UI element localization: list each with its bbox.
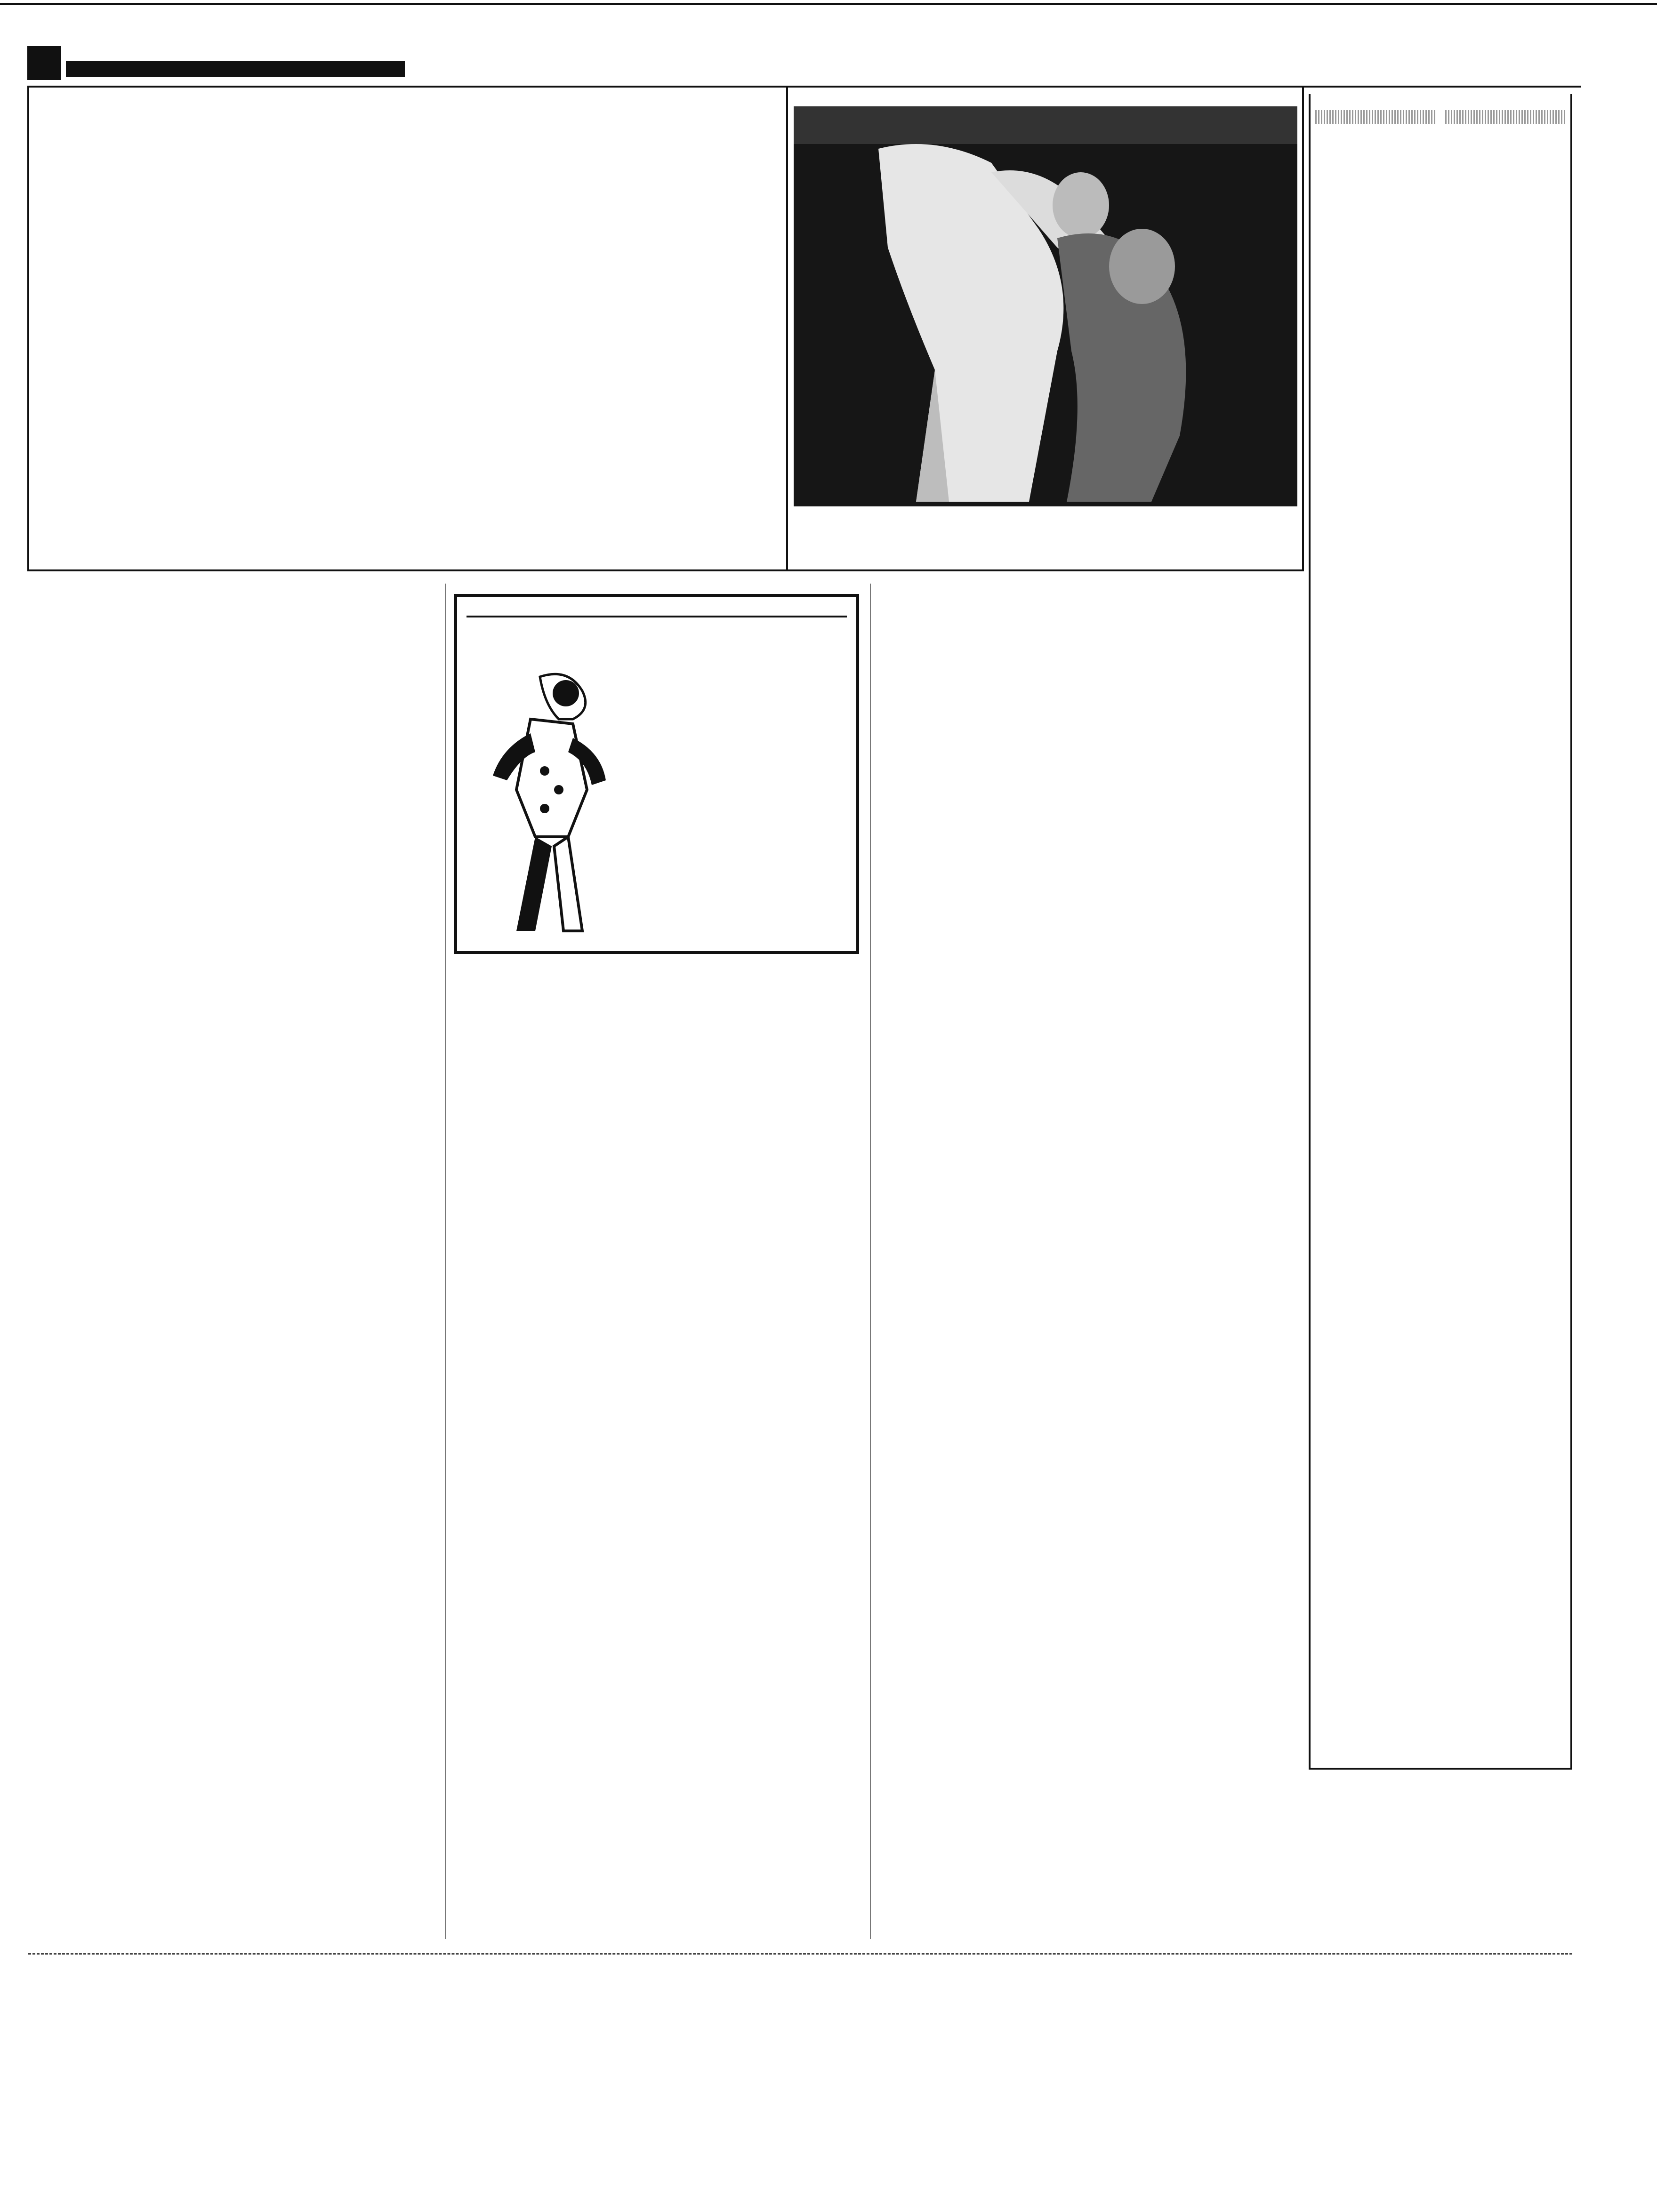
margens-subtitle [1311, 136, 1461, 140]
margens-box [1309, 94, 1572, 1770]
page-header [0, 0, 1657, 85]
margens-title [1315, 100, 1566, 131]
question-box [454, 594, 859, 954]
feature-photo [794, 106, 1297, 506]
question-title [467, 609, 847, 617]
jester-illustration [474, 667, 615, 945]
page-number [27, 46, 61, 80]
actors-photo-image [794, 106, 1297, 506]
